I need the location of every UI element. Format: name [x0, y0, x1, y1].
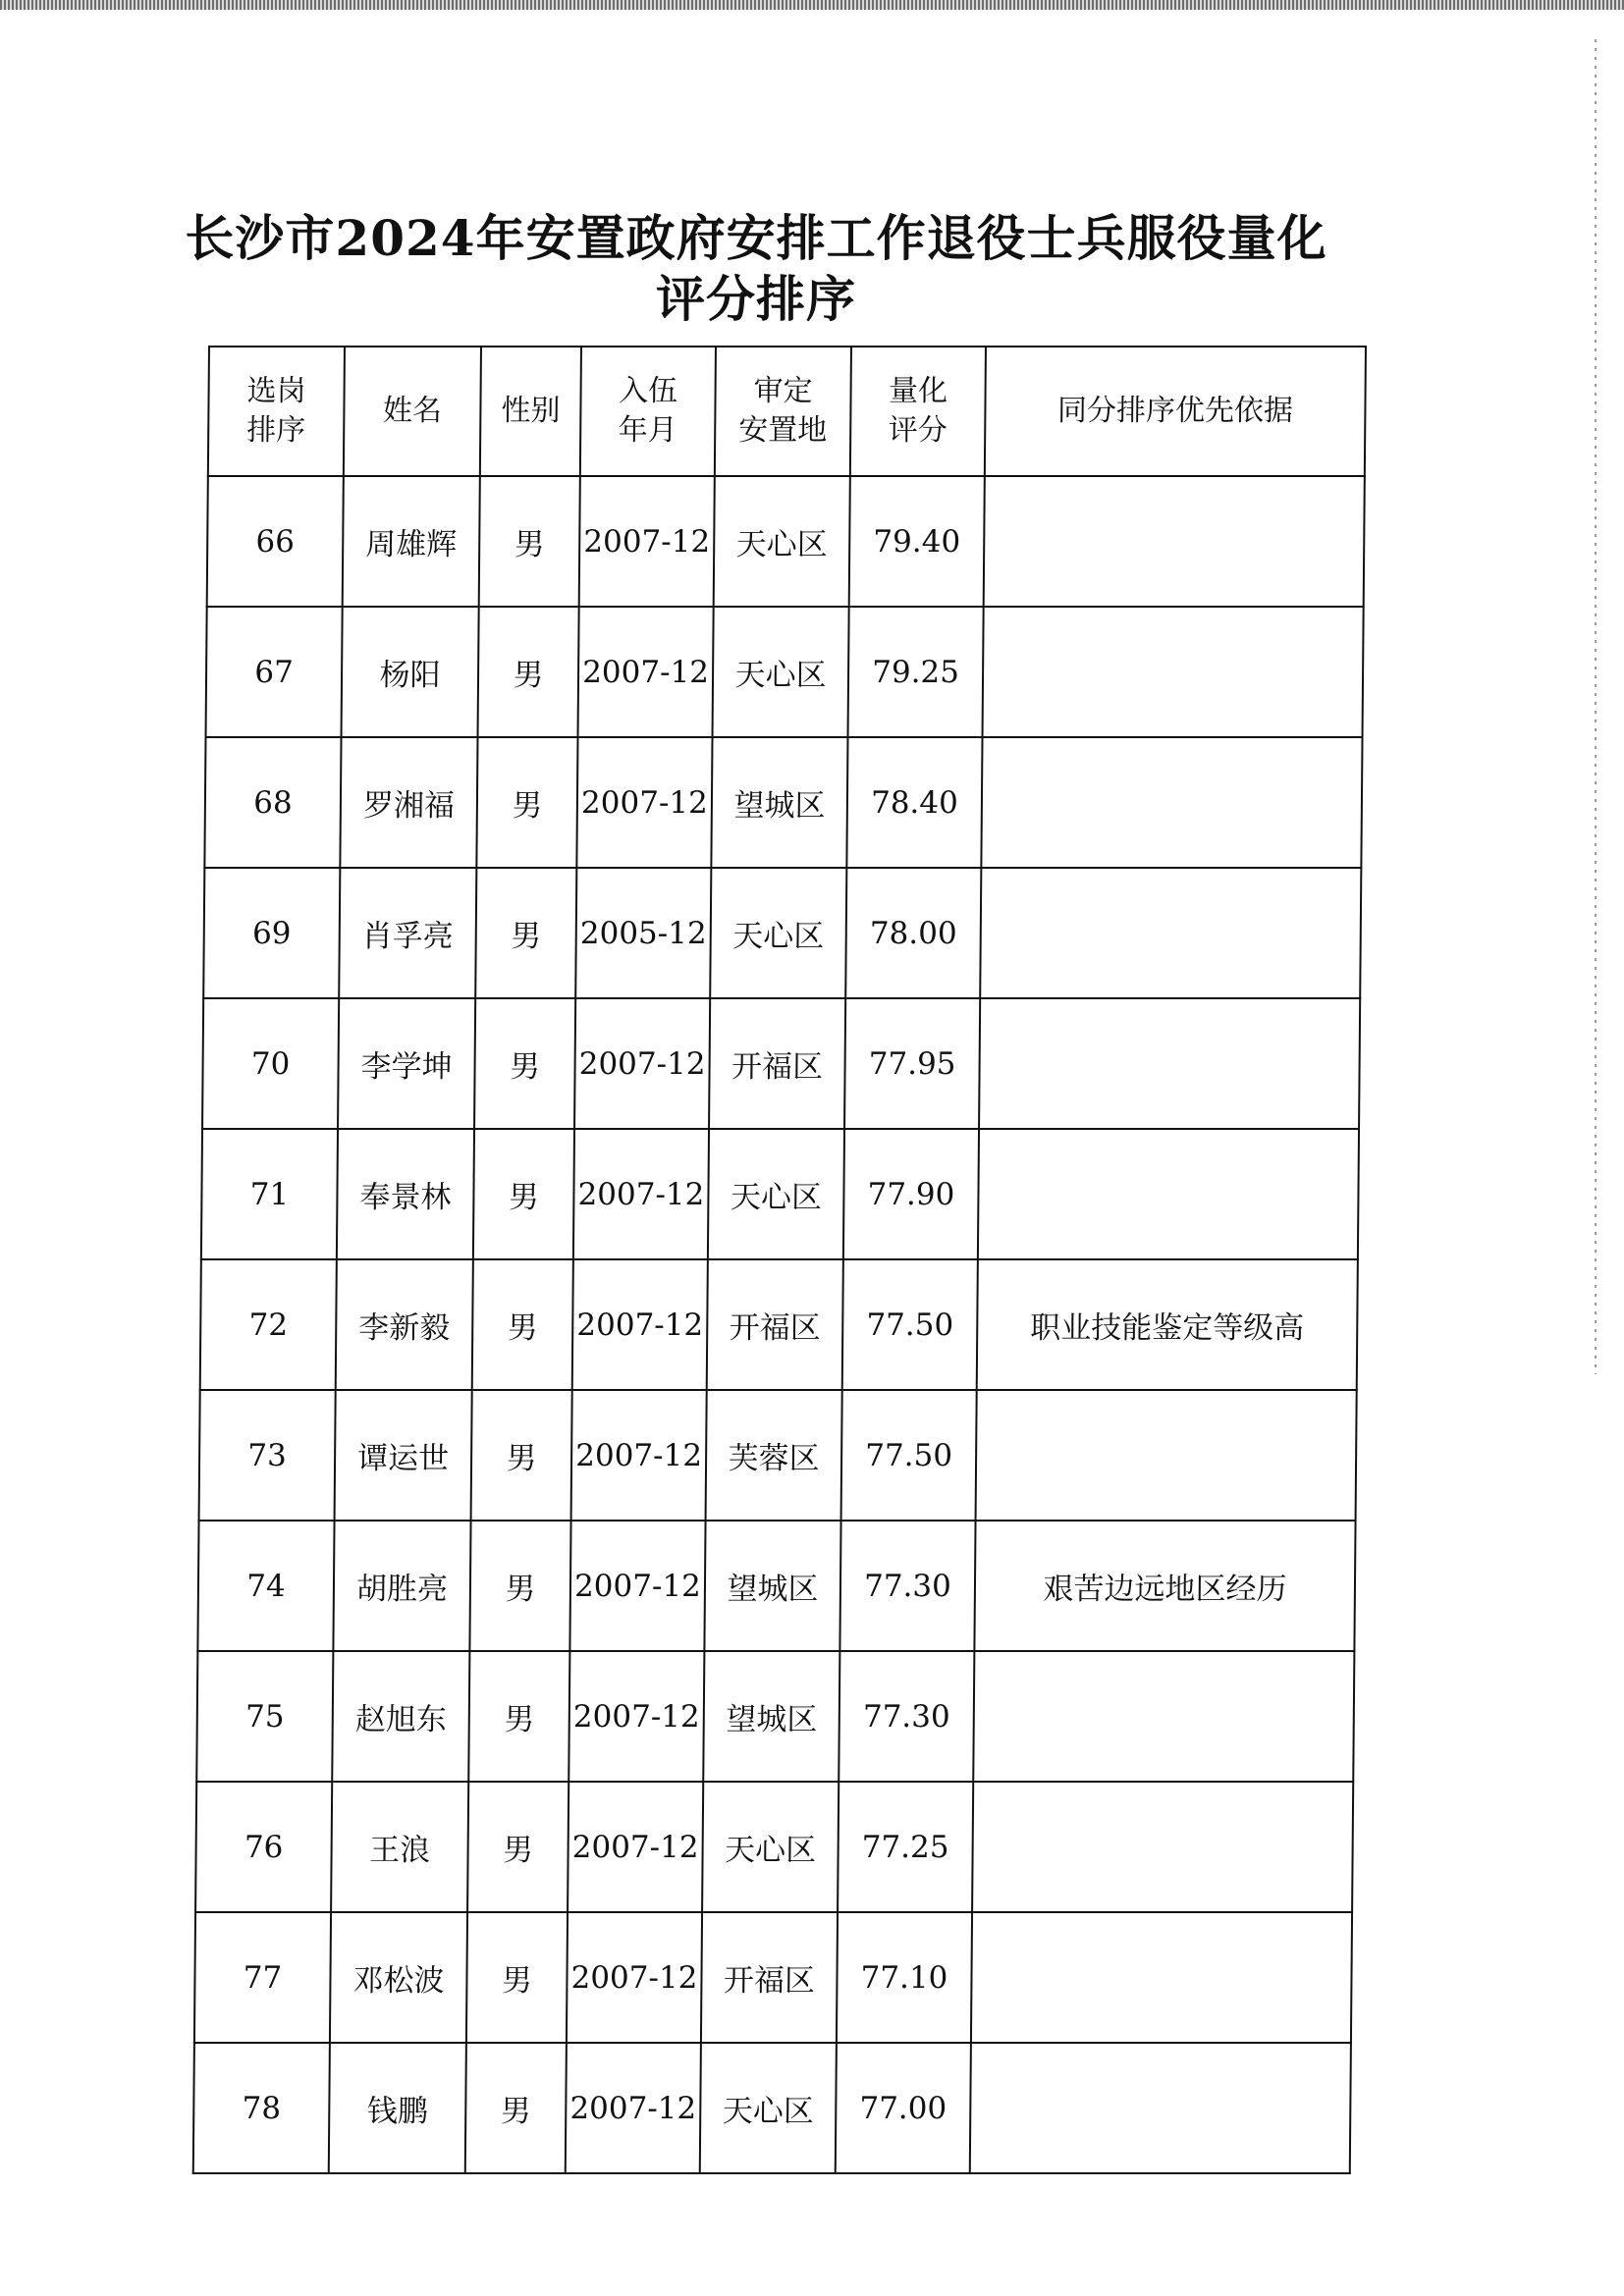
cell-score: 77.95 — [844, 998, 980, 1129]
score-ranking-table — [192, 346, 1367, 2174]
cell-rank: 77 — [194, 1912, 331, 2043]
cell-name: 谭运世 — [335, 1390, 472, 1521]
cell-enlist-date: 2007-12 — [574, 998, 710, 1129]
cell-score: 77.90 — [843, 1129, 979, 1259]
cell-enlist-date: 2007-12 — [576, 737, 712, 868]
cell-gender: 男 — [476, 737, 577, 868]
cell-score: 77.00 — [836, 2043, 971, 2173]
cell-district: 芙蓉区 — [706, 1390, 842, 1521]
cell-score: 79.25 — [848, 607, 984, 737]
cell-tie-basis — [984, 476, 1365, 607]
table-row — [203, 868, 1361, 998]
title-line-1: 长沙市2024年安置政府安排工作退役士兵服役量化 — [185, 209, 1327, 267]
cell-rank: 70 — [202, 998, 339, 1129]
table-row — [196, 1651, 1354, 1782]
cell-gender: 男 — [479, 476, 580, 607]
cell-district: 天心区 — [702, 1782, 839, 1912]
cell-district: 望城区 — [704, 1521, 840, 1651]
cell-name: 邓松波 — [330, 1912, 467, 2043]
cell-rank: 71 — [201, 1129, 338, 1259]
cell-name: 王浪 — [331, 1782, 468, 1912]
cell-tie-basis — [970, 2043, 1351, 2173]
header-name: 姓名 — [344, 347, 481, 476]
cell-rank: 68 — [204, 737, 341, 868]
cell-name: 赵旭东 — [332, 1651, 469, 1782]
cell-score: 78.40 — [846, 737, 982, 868]
cell-tie-basis — [981, 737, 1362, 868]
cell-tie-basis — [978, 1129, 1359, 1259]
cell-score: 77.30 — [839, 1521, 975, 1651]
cell-tie-basis: 艰苦边远地区经历 — [974, 1521, 1355, 1651]
table-header-row — [208, 347, 1366, 476]
cell-enlist-date: 2007-12 — [567, 1912, 702, 2043]
cell-rank: 73 — [199, 1390, 336, 1521]
cell-tie-basis — [979, 998, 1360, 1129]
cell-enlist-date: 2007-12 — [579, 476, 715, 607]
cell-gender: 男 — [478, 607, 579, 737]
cell-name: 周雄辉 — [343, 476, 480, 607]
header-tie-basis: 同分排序优先依据 — [985, 347, 1366, 476]
cell-name: 罗湘福 — [340, 737, 477, 868]
table-row — [202, 998, 1360, 1129]
cell-rank: 76 — [195, 1782, 332, 1912]
cell-rank: 78 — [193, 2043, 330, 2173]
table-row — [204, 737, 1362, 868]
cell-tie-basis — [980, 868, 1361, 998]
cell-score: 77.50 — [842, 1259, 978, 1390]
cell-score: 78.00 — [845, 868, 981, 998]
cell-enlist-date: 2007-12 — [566, 2043, 701, 2173]
cell-score: 77.10 — [837, 1912, 972, 2043]
cell-gender: 男 — [472, 1259, 573, 1390]
cell-score: 77.50 — [841, 1390, 977, 1521]
cell-enlist-date: 2007-12 — [568, 1651, 704, 1782]
cell-gender: 男 — [467, 1782, 568, 1912]
header-score: 量化 评分 — [850, 347, 986, 476]
cell-name: 胡胜亮 — [333, 1521, 470, 1651]
cell-score: 77.30 — [839, 1651, 974, 1782]
header-enlist-date: 入伍 年月 — [580, 347, 716, 476]
header-rank: 选岗 排序 — [208, 347, 345, 476]
cell-score: 77.25 — [838, 1782, 973, 1912]
cell-district: 天心区 — [700, 2043, 837, 2173]
cell-rank: 66 — [207, 476, 344, 607]
cell-rank: 67 — [206, 607, 343, 737]
cell-rank: 69 — [203, 868, 340, 998]
cell-district: 天心区 — [714, 476, 850, 607]
header-gender: 性别 — [480, 347, 581, 476]
cell-district: 天心区 — [713, 607, 849, 737]
cell-name: 奉景林 — [337, 1129, 474, 1259]
cell-tie-basis — [976, 1390, 1357, 1521]
table-row — [194, 1912, 1352, 2043]
cell-tie-basis — [971, 1912, 1352, 2043]
cell-name: 李学坤 — [338, 998, 475, 1129]
cell-rank: 75 — [196, 1651, 333, 1782]
cell-enlist-date: 2007-12 — [572, 1259, 708, 1390]
table-row — [201, 1129, 1359, 1259]
cell-gender: 男 — [469, 1521, 570, 1651]
cell-district: 望城区 — [711, 737, 847, 868]
cell-name: 杨阳 — [342, 607, 479, 737]
cell-tie-basis — [972, 1782, 1353, 1912]
cell-enlist-date: 2007-12 — [569, 1521, 705, 1651]
table-row — [206, 607, 1364, 737]
cell-district: 开福区 — [709, 998, 845, 1129]
header-district: 审定 安置地 — [715, 347, 851, 476]
cell-gender: 男 — [465, 2043, 567, 2173]
table-row — [199, 1390, 1357, 1521]
cell-name: 肖孚亮 — [339, 868, 476, 998]
cell-enlist-date: 2007-12 — [578, 607, 714, 737]
cell-gender: 男 — [471, 1390, 572, 1521]
cell-gender: 男 — [466, 1912, 568, 2043]
cell-enlist-date: 2005-12 — [575, 868, 711, 998]
cell-district: 望城区 — [703, 1651, 839, 1782]
cell-gender: 男 — [475, 868, 576, 998]
scan-edge-right — [1595, 39, 1597, 1374]
cell-rank: 74 — [197, 1521, 334, 1651]
table-row — [200, 1259, 1358, 1390]
cell-district: 开福区 — [707, 1259, 843, 1390]
cell-enlist-date: 2007-12 — [568, 1782, 703, 1912]
table-body — [193, 476, 1365, 2173]
table-row — [197, 1521, 1355, 1651]
cell-gender: 男 — [468, 1651, 569, 1782]
cell-tie-basis — [973, 1651, 1354, 1782]
cell-district: 天心区 — [710, 868, 846, 998]
scan-edge-top — [0, 0, 1624, 10]
cell-district: 天心区 — [708, 1129, 844, 1259]
cell-tie-basis: 职业技能鉴定等级高 — [977, 1259, 1358, 1390]
title-line-2: 评分排序 — [656, 270, 856, 328]
cell-tie-basis — [983, 607, 1364, 737]
cell-score: 79.40 — [849, 476, 985, 607]
cell-gender: 男 — [474, 998, 575, 1129]
table-row — [193, 2043, 1351, 2173]
cell-rank: 72 — [200, 1259, 337, 1390]
cell-enlist-date: 2007-12 — [573, 1129, 709, 1259]
table-row — [195, 1782, 1353, 1912]
cell-name: 钱鹏 — [329, 2043, 466, 2173]
cell-district: 开福区 — [701, 1912, 838, 2043]
cell-gender: 男 — [473, 1129, 574, 1259]
page-title — [147, 208, 1365, 330]
cell-enlist-date: 2007-12 — [571, 1390, 707, 1521]
table-row — [207, 476, 1365, 607]
cell-name: 李新毅 — [336, 1259, 473, 1390]
